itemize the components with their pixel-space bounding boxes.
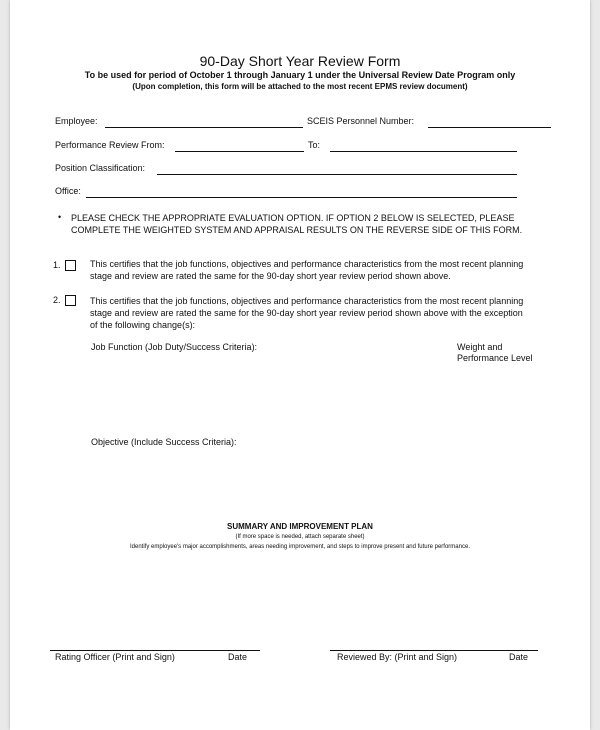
to-field[interactable] <box>330 151 517 152</box>
plan-description: Identify employee's major accomplishments, areas needing improvement, and steps to improve present and future performance. <box>130 544 470 550</box>
weight-label-line2: Performance Level <box>457 353 533 363</box>
employee-label: Employee: <box>55 116 98 126</box>
option-2-checkbox[interactable] <box>65 295 76 306</box>
option-1-number: 1. <box>53 260 61 270</box>
office-label: Office: <box>55 186 81 196</box>
option-1-checkbox[interactable] <box>65 260 76 271</box>
sceis-field[interactable] <box>428 127 551 128</box>
sceis-label: SCEIS Personnel Number: <box>307 116 415 126</box>
position-field[interactable] <box>157 174 517 175</box>
weight-label-line1: Weight and <box>457 342 503 352</box>
rating-officer-signature-line[interactable] <box>50 650 260 651</box>
objective-label: Objective (Include Success Criteria): <box>91 437 237 447</box>
form-subtitle: To be used for period of October 1 through January 1 under the Universal Review Date Program only <box>84 70 516 80</box>
plan-note: (If more space is needed, attach separate sheet) <box>235 534 365 540</box>
option-2-text: This certifies that the job functions, objectives and performance characteristics from the most recent planning stage and review are rated the same for the 90-day short year review period shown above with the exception of the following change(s): <box>90 296 524 330</box>
reviewed-by-label: Reviewed By: (Print and Sign) <box>337 652 458 662</box>
form-subtitle-note: (Upon completion, this form will be attached to the most recent EPMS review document) <box>132 82 468 91</box>
employee-field[interactable] <box>105 127 303 128</box>
to-label: To: <box>308 140 321 150</box>
date-label-2: Date <box>509 652 529 662</box>
review-from-label: Performance Review From: <box>55 140 165 150</box>
plan-heading: SUMMARY AND IMPROVEMENT PLAN <box>227 522 373 531</box>
reviewer-signature-line[interactable] <box>330 650 538 651</box>
instructions-text: PLEASE CHECK THE APPROPRIATE EVALUATION OPTION. IF OPTION 2 BELOW IS SELECTED, PLEASE COMPLETE THE WEIGHTED SYSTEM AND APPRAISAL RESULTS ON THE REVERSE SIDE OF THIS FORM. <box>71 213 523 235</box>
option-1-text: This certifies that the job functions, objectives and performance characteristics from the most recent planning stage and review are rated the same for the 90-day short year review period shown above. <box>90 259 524 281</box>
form-title: 90-Day Short Year Review Form <box>199 53 401 69</box>
instruction-bullet: • <box>58 212 62 222</box>
position-label: Position Classification: <box>55 163 146 173</box>
office-field[interactable] <box>86 197 517 198</box>
rating-officer-label: Rating Officer (Print and Sign) <box>55 652 175 662</box>
review-from-field[interactable] <box>175 151 304 152</box>
form-page <box>10 0 590 730</box>
job-function-label: Job Function (Job Duty/Success Criteria): <box>91 342 258 352</box>
date-label-1: Date <box>228 652 248 662</box>
option-2-number: 2. <box>53 295 61 305</box>
